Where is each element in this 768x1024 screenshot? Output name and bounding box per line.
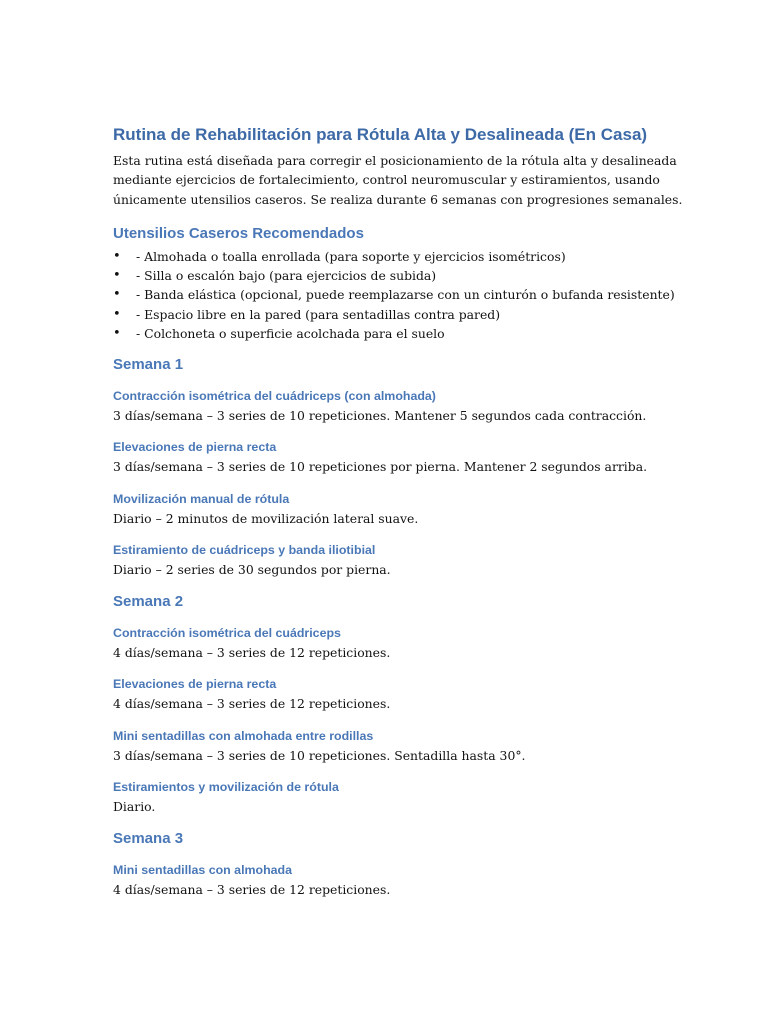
list-item-text: - Colchoneta o superficie acolchada para el suelo xyxy=(136,325,445,341)
exercise-title: Mini sentadillas con almohada entre rodillas xyxy=(113,728,374,743)
exercise-title: Movilización manual de rótula xyxy=(113,491,290,506)
exercise-detail: Diario. xyxy=(113,798,156,814)
intro-paragraph xyxy=(113,151,683,209)
bullet-icon: • xyxy=(113,325,121,341)
exercise-detail: 4 días/semana – 3 series de 12 repeticiones. xyxy=(113,882,391,898)
list-item-text: - Espacio libre en la pared (para sentadillas contra pared) xyxy=(136,306,501,322)
list-item-text: - Almohada o toalla enrollada (para soporte y ejercicios isométricos) xyxy=(136,248,566,264)
exercise xyxy=(113,438,658,476)
intro-line: únicamente utensilios caseros. Se realiza durante 6 semanas con progresiones semanales. xyxy=(113,191,683,207)
document-page xyxy=(113,124,683,913)
exercise-title: Elevaciones de pierna recta xyxy=(113,677,277,692)
list-item xyxy=(113,247,658,266)
week-heading: Semana 3 xyxy=(113,830,184,848)
bullet-icon: • xyxy=(113,268,121,284)
intro-line: mediante ejercicios de fortalecimiento, control neuromuscular y estiramientos, usando xyxy=(113,172,660,188)
exercise xyxy=(113,861,658,899)
week-section xyxy=(113,355,658,579)
intro-line: Esta rutina está diseñada para corregir el posicionamiento de la rótula alta y desalineada xyxy=(113,153,677,168)
week-section xyxy=(113,829,658,899)
exercise xyxy=(113,778,658,816)
exercise-detail: 3 días/semana – 3 series de 10 repeticiones. Sentadilla hasta 30°. xyxy=(113,747,526,763)
list-item xyxy=(113,285,675,304)
exercise xyxy=(113,675,658,713)
list-item xyxy=(113,305,658,324)
exercise-title: Elevaciones de pierna recta xyxy=(113,440,277,455)
exercise-detail: 4 días/semana – 3 series de 12 repeticiones. xyxy=(113,696,391,712)
exercise-detail: 3 días/semana – 3 series de 10 repeticiones por pierna. Mantener 2 segundos arriba. xyxy=(113,459,648,475)
exercise-title: Mini sentadillas con almohada xyxy=(113,863,293,878)
list-item-text: - Silla o escalón bajo (para ejercicios de subida) xyxy=(136,268,437,284)
exercise-detail: 4 días/semana – 3 series de 12 repeticiones. xyxy=(113,645,391,661)
list-item xyxy=(113,266,658,285)
exercise xyxy=(113,387,658,425)
exercise-detail: Diario – 2 series de 30 segundos por pierna. xyxy=(113,561,391,577)
exercise-title: Contracción isométrica del cuádriceps xyxy=(113,626,341,641)
exercise-detail: 3 días/semana – 3 series de 10 repeticiones. Mantener 5 segundos cada contracción. xyxy=(113,407,647,423)
utensils-heading: Utensilios Caseros Recomendados xyxy=(113,224,364,242)
utensils-list xyxy=(113,247,675,343)
week-heading: Semana 1 xyxy=(113,355,184,373)
exercise xyxy=(113,624,658,662)
week-heading: Semana 2 xyxy=(113,593,184,611)
bullet-icon: • xyxy=(113,248,121,264)
document-title: Rutina de Rehabilitación para Rótula Alta y Desalineada (En Casa) xyxy=(113,125,648,144)
exercise xyxy=(113,490,658,528)
exercise-title: Estiramientos y movilización de rótula xyxy=(113,779,339,794)
bullet-icon: • xyxy=(113,306,121,322)
exercise-title: Contracción isométrica del cuádriceps (con almohada) xyxy=(113,388,436,403)
exercise-title: Estiramiento de cuádriceps y banda iliotibial xyxy=(113,542,376,557)
exercise-detail: Diario – 2 minutos de movilización lateral suave. xyxy=(113,510,419,526)
list-item xyxy=(113,324,658,343)
exercise xyxy=(113,541,658,579)
list-item-text: - Banda elástica (opcional, puede reemplazarse con un cinturón o bufanda resistente) xyxy=(136,287,675,303)
week-section xyxy=(113,592,658,816)
bullet-icon: • xyxy=(113,287,121,303)
exercise xyxy=(113,727,658,765)
